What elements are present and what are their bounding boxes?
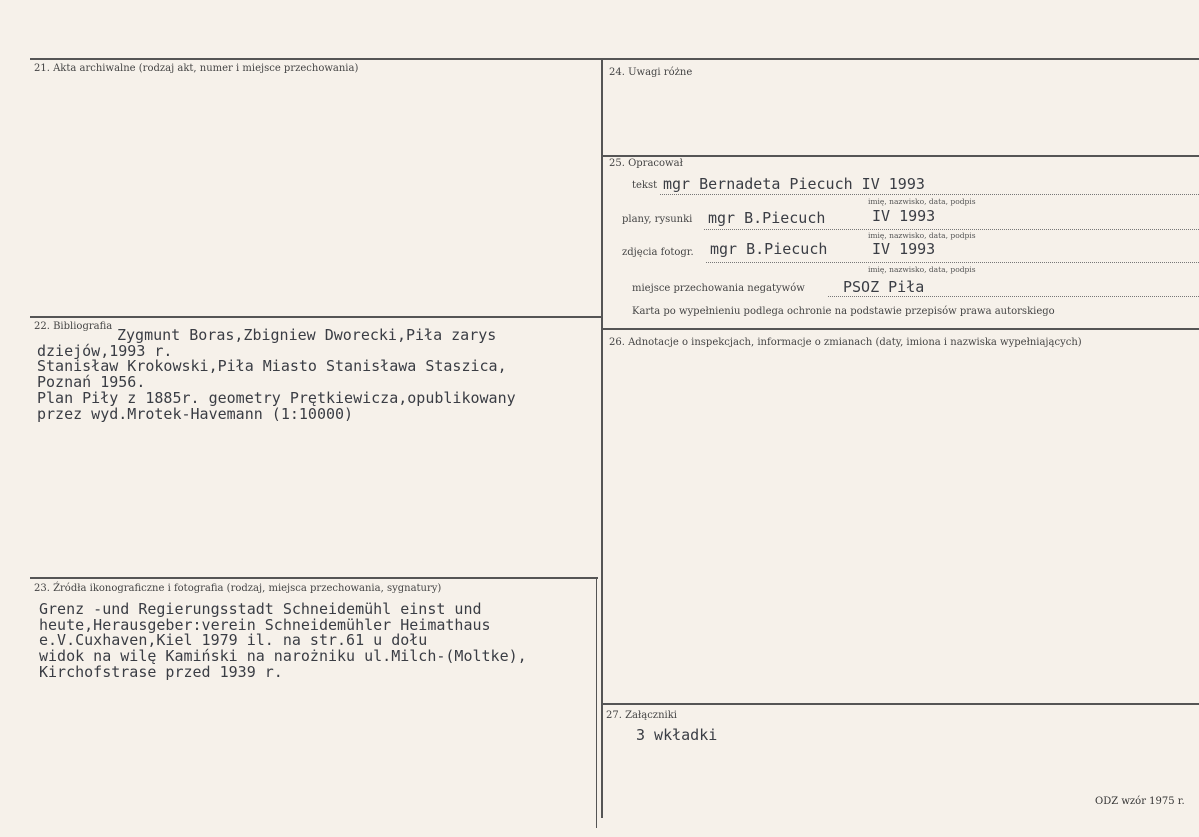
section-24-label: 24. Uwagi różne <box>609 67 693 78</box>
top-border <box>30 58 1199 60</box>
negatives-location-value: PSOZ Piła <box>843 278 925 296</box>
section-23-label: 23. Źródła ikonograficzne i fotografia (rodzaj, miejsca przechowania, sygnatury) <box>34 583 442 594</box>
section-21-label: 21. Akta archiwalne (rodzaj akt, numer i miejsce przechowania) <box>34 63 359 74</box>
section-27-label: 27. Załączniki <box>606 710 677 721</box>
text-author-line <box>660 194 1199 195</box>
form-template-label: ODZ wzór 1975 r. <box>1095 796 1185 807</box>
negatives-location-line <box>828 296 1199 297</box>
bibliography-line: Zygmunt Boras,Zbigniew Dworecki,Piła zarys <box>117 326 497 344</box>
iconography-line: Kirchofstrase przed 1939 r. <box>39 662 283 681</box>
bibliography-line: Stanisław Krokowski,Piła Miasto Stanisława Staszica, <box>37 357 507 376</box>
divider-26-27 <box>603 703 1199 705</box>
bibliography-line: Poznań 1956. <box>37 373 146 392</box>
plans-author-caption: imię, nazwisko, data, podpis <box>868 231 976 240</box>
divider-25-26 <box>603 328 1199 330</box>
plans-author-label: plany, rysunki <box>622 214 693 225</box>
bibliography-line: dziejów,1993 r. <box>37 341 173 360</box>
text-author-label: tekst <box>632 180 658 191</box>
copyright-note: Karta po wypełnieniu podlega ochronie na podstawie przepisów prawa autorskiego <box>632 306 1055 317</box>
iconography-line: Grenz -und Regierungsstadt Schneidemühl einst und <box>39 600 482 618</box>
photos-date-value: IV 1993 <box>872 240 936 258</box>
plans-author-value: mgr B.Piecuch <box>708 209 826 227</box>
plans-date-value: IV 1993 <box>872 207 936 225</box>
bibliography-line: przez wyd.Mrotek-Havemann (1:10000) <box>37 404 354 423</box>
divider-24-25 <box>603 155 1199 157</box>
left-lower-divider <box>596 578 597 828</box>
bibliography-text <box>37 328 516 422</box>
bibliography-line: Plan Piły z 1885r. geometry Prętkiewicza,opublikowany <box>37 388 516 407</box>
attachments-value: 3 wkładki <box>636 726 718 744</box>
divider-22-23 <box>30 577 598 579</box>
photos-author-line <box>706 262 1199 263</box>
divider-21-22 <box>30 316 601 318</box>
plans-author-line <box>704 229 1199 230</box>
section-26-label: 26. Adnotacje o inspekcjach, informacje o zmianach (daty, imiona i nazwiska wypełniających) <box>609 337 1082 348</box>
section-22-label: 22. Bibliografia <box>34 321 113 332</box>
photos-author-label: zdjęcia fotogr. <box>622 247 694 258</box>
section-25-label: 25. Opracował <box>609 158 683 169</box>
iconography-line: heute,Herausgeber:verein Schneidemühler Heimathaus <box>39 615 491 634</box>
photos-author-value: mgr B.Piecuch <box>710 240 828 258</box>
photos-author-caption: imię, nazwisko, data, podpis <box>868 265 976 274</box>
iconography-line: widok na wilę Kamiński na narożniku ul.Milch-(Moltke), <box>39 647 527 666</box>
text-author-caption: imię, nazwisko, data, podpis <box>868 197 976 206</box>
iconography-text <box>39 602 527 681</box>
iconography-line: e.V.Cuxhaven,Kiel 1979 il. na str.61 u dołu <box>39 631 428 650</box>
negatives-location-label: miejsce przechowania negatywów <box>632 283 805 294</box>
text-author-value: mgr Bernadeta Piecuch IV 1993 <box>663 175 925 193</box>
